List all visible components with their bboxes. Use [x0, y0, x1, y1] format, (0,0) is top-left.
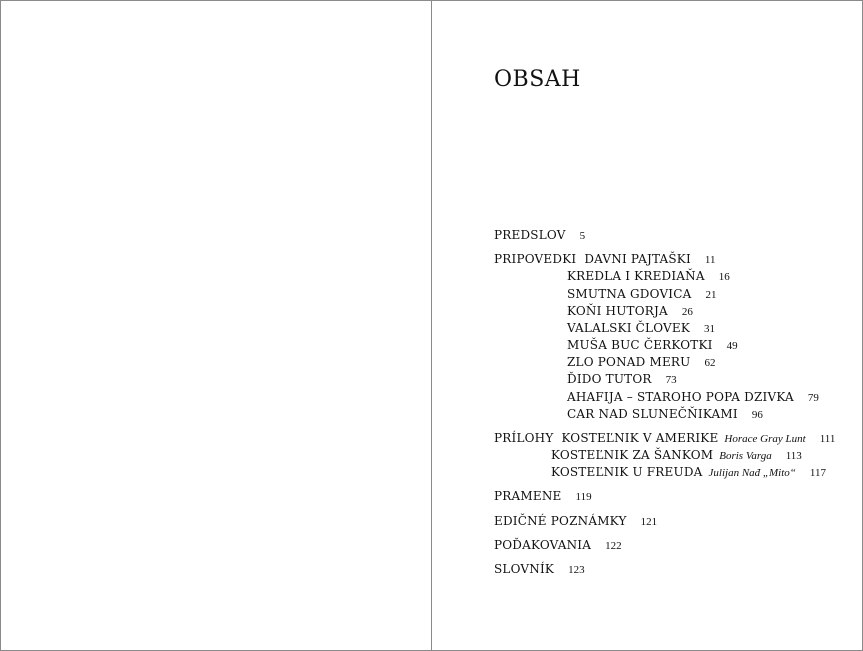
toc-item[interactable]	[567, 389, 819, 405]
left-page	[1, 1, 431, 650]
toc-page-number: 16	[718, 271, 730, 283]
page-title: OBSAH	[494, 67, 581, 92]
toc-page-number: 11	[704, 254, 716, 266]
toc-item-author: Horace Gray Lunt	[724, 433, 806, 445]
toc-section-prilohy[interactable]	[494, 430, 835, 446]
toc-entry-pramene[interactable]	[494, 488, 592, 504]
toc-page-number: 121	[640, 516, 658, 528]
toc-page-number: 117	[809, 467, 827, 479]
toc-item-title: CAR NAD SLUNEČŇIKAMI	[567, 407, 738, 421]
toc-label: PREDSLOV	[494, 228, 566, 242]
toc-page-number: 31	[704, 323, 716, 335]
toc-page-number: 96	[751, 409, 763, 421]
toc-item[interactable]	[567, 337, 738, 353]
toc-section-label: PRIPOVEDKI	[494, 252, 577, 266]
toc-page-number: 62	[704, 357, 716, 369]
toc-item[interactable]	[567, 286, 717, 302]
toc-item[interactable]	[551, 464, 826, 480]
toc-page-number: 49	[726, 340, 738, 352]
toc-item-title: AHAFIJA – STAROHO POPA DZIVKA	[567, 390, 794, 404]
toc-entry-slovnik[interactable]	[494, 561, 585, 577]
toc-item-title: ZLO PONAD MERU	[567, 355, 691, 369]
toc-page-number: 123	[568, 564, 585, 576]
toc-item-author: Boris Varga	[719, 450, 772, 462]
toc-item-title: KOSTEĽNIK ZA ŠANKOM	[551, 448, 714, 462]
toc-page-number: 73	[665, 374, 677, 386]
toc-item-title: MUŠA BUC ČERKOTKI	[567, 338, 713, 352]
toc-item-title: VALALSKI ČLOVEK	[567, 321, 691, 335]
toc-item-title: ĎIDO TUTOR	[567, 372, 652, 386]
toc-item[interactable]	[567, 406, 763, 422]
toc-page-number: 122	[605, 540, 622, 552]
toc-item[interactable]	[567, 268, 730, 284]
toc-entry-podakovania[interactable]	[494, 537, 622, 553]
right-page	[432, 1, 862, 650]
toc-page-number: 113	[785, 450, 802, 462]
toc-item[interactable]	[567, 320, 715, 336]
toc-item-title: KOSTEĽNIK U FREUDA	[551, 465, 703, 479]
toc-page-number: 111	[819, 433, 836, 445]
toc-item-title: KOSTEĽNIK V AMERIKE	[561, 431, 719, 445]
toc-entry-predslov[interactable]	[494, 227, 585, 243]
toc-label: POĎAKOVANIA	[494, 538, 592, 552]
toc-item[interactable]	[567, 303, 693, 319]
toc-label: EDIČNÉ POZNÁMKY	[494, 514, 627, 528]
toc-section-pripovedki[interactable]	[494, 251, 716, 267]
toc-item-title: DAVNI PAJTAŠKI	[584, 252, 691, 266]
toc-page-number: 26	[681, 306, 693, 318]
toc-section-label: PRÍLOHY	[494, 431, 554, 445]
toc-page-number: 21	[705, 289, 717, 301]
toc-label: PRAMENE	[494, 489, 562, 503]
toc-item-title: KOŇI HUTORJA	[567, 304, 668, 318]
toc-item-title: KREDLA I KREDIAŇA	[567, 269, 705, 283]
toc-item[interactable]	[567, 354, 715, 370]
toc-label: SLOVNÍK	[494, 562, 555, 576]
toc-page-number: 119	[575, 491, 592, 503]
toc-item[interactable]	[551, 447, 802, 463]
toc-entry-edicne-poznamky[interactable]	[494, 513, 657, 529]
toc-page-number: 79	[807, 392, 819, 404]
toc-item[interactable]	[567, 371, 677, 387]
toc-item-author: Julijan Nađ „Mito“	[708, 467, 796, 479]
toc-item-title: SMUTNA GDOVICA	[567, 287, 692, 301]
toc-page-number: 5	[579, 230, 586, 242]
